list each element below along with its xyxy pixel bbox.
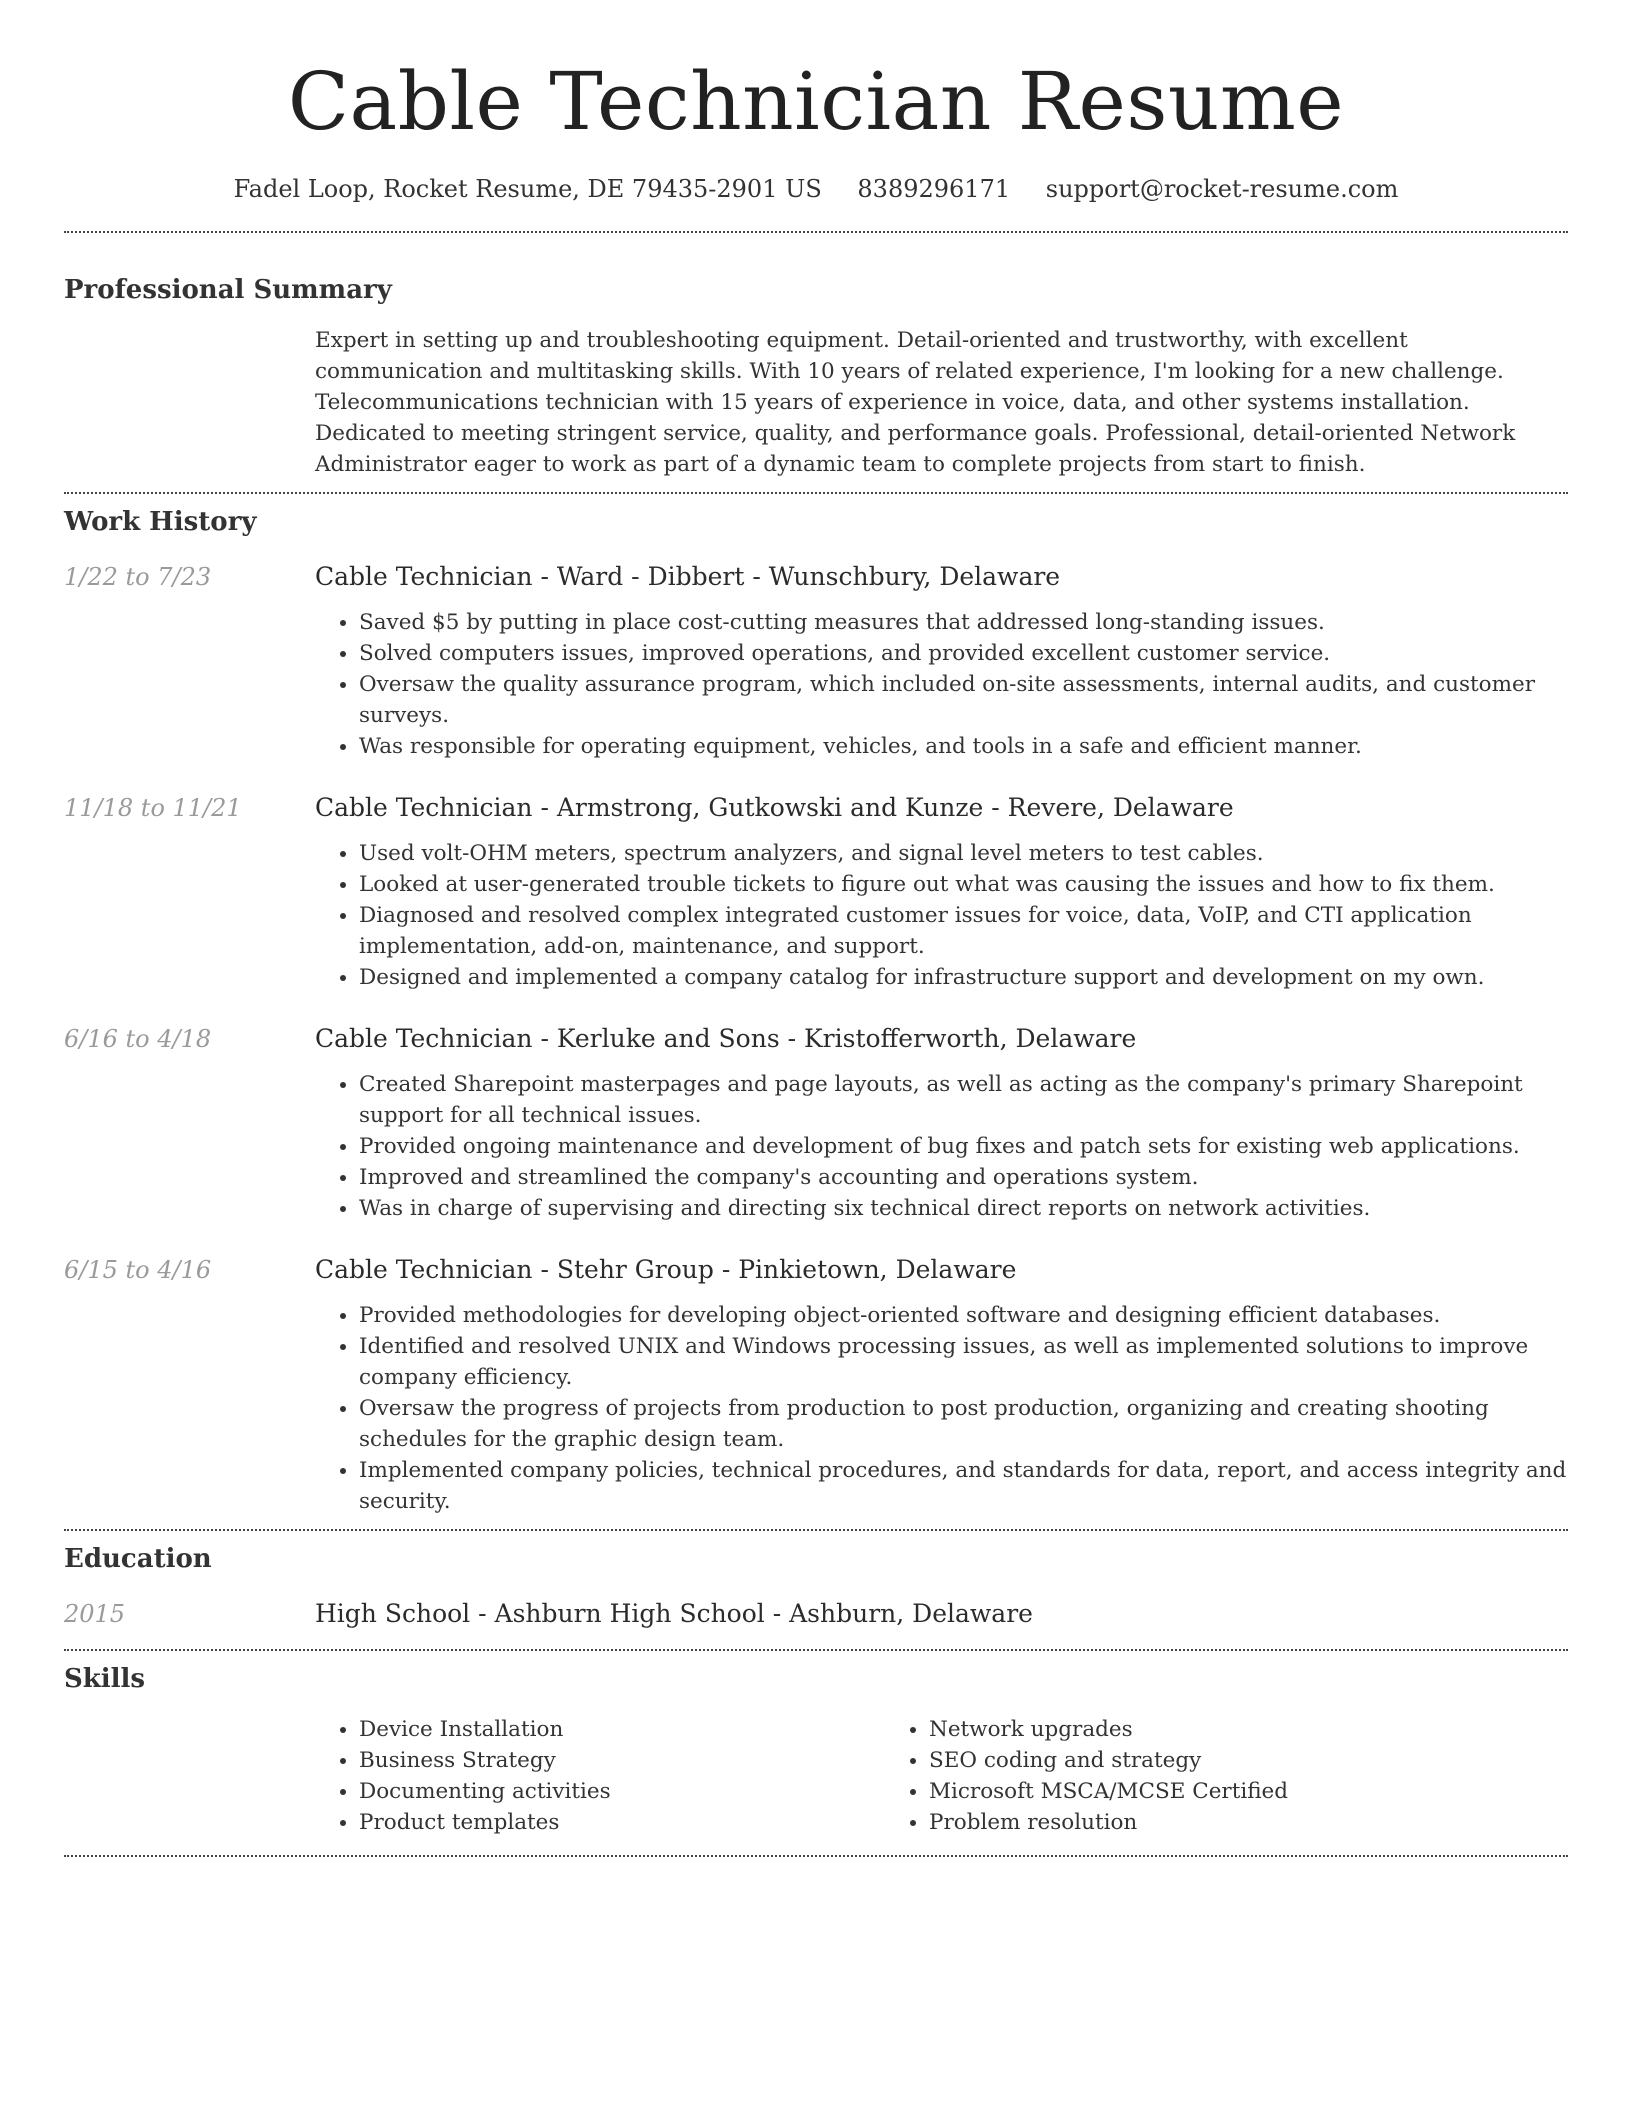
job-bullets — [315, 607, 1568, 762]
job-bullet: • Solved computers issues, improved operations, and provided excellent customer service. — [359, 638, 1568, 669]
divider — [64, 492, 1568, 494]
divider — [64, 231, 1568, 233]
job-bullet: • Oversaw the quality assurance program, which included on-site assessments, internal audits, and customer surveys. — [359, 669, 1568, 731]
skill-item: • Business Strategy — [359, 1745, 885, 1776]
work-history-heading: Work History — [64, 507, 257, 537]
job-bullet: • Used volt-OHM meters, spectrum analyzers, and signal level meters to test cables. — [359, 838, 1568, 869]
job-dates: 6/16 to 4/18 — [64, 1025, 212, 1053]
divider — [64, 1529, 1568, 1531]
job-bullets — [315, 1300, 1568, 1517]
job-dates: 11/18 to 11/21 — [64, 794, 242, 822]
skills-list-left — [315, 1714, 885, 1838]
job-bullet: • Improved and streamlined the company's accounting and operations system. — [359, 1162, 1568, 1193]
job-entry — [64, 792, 1568, 993]
job-dates: 1/22 to 7/23 — [64, 563, 212, 591]
job-bullet: • Oversaw the progress of projects from production to post production, organizing and creating shooting schedules for the graphic design team. — [359, 1393, 1568, 1455]
skills-grid — [315, 1714, 1568, 1838]
contact-email: support@rocket-resume.com — [1045, 175, 1399, 203]
job-title: Cable Technician - Stehr Group - Pinkietown, Delaware — [315, 1255, 1017, 1284]
skills-section — [64, 1662, 1568, 1838]
job-bullet: • Implemented company policies, technical procedures, and standards for data, report, and access integrity and security. — [359, 1455, 1568, 1517]
contact-address: Fadel Loop, Rocket Resume, DE 79435-2901 US — [233, 175, 822, 203]
job-dates: 6/15 to 4/16 — [64, 1256, 212, 1284]
resume-title: Cable Technician Resume — [287, 55, 1345, 148]
job-bullet: • Diagnosed and resolved complex integrated customer issues for voice, data, VoIP, and CTI application implementation, add-on, maintenance, and support. — [359, 900, 1568, 962]
job-bullets — [315, 838, 1568, 993]
summary-section — [64, 273, 1568, 480]
work-history-section — [64, 505, 1568, 1517]
skill-item: • Product templates — [359, 1807, 885, 1838]
skill-item: • SEO coding and strategy — [929, 1745, 1455, 1776]
job-bullet: • Provided methodologies for developing object-oriented software and designing efficient databases. — [359, 1300, 1568, 1331]
summary-spacer — [64, 325, 315, 480]
skills-heading: Skills — [64, 1664, 146, 1694]
skill-item: • Microsoft MSCA/MCSE Certified — [929, 1776, 1455, 1807]
summary-heading: Professional Summary — [64, 275, 392, 305]
job-title: Cable Technician - Ward - Dibbert - Wunschbury, Delaware — [315, 562, 1061, 591]
job-title: Cable Technician - Kerluke and Sons - Kristofferworth, Delaware — [315, 1024, 1137, 1053]
job-bullet: • Designed and implemented a company catalog for infrastructure support and development on my own. — [359, 962, 1568, 993]
job-bullets — [315, 1069, 1568, 1224]
job-entry — [64, 561, 1568, 762]
contact-phone: 8389296171 — [857, 175, 1011, 203]
job-bullet: • Provided ongoing maintenance and development of bug fixes and patch sets for existing web applications. — [359, 1131, 1568, 1162]
job-bullet: • Identified and resolved UNIX and Windows processing issues, as well as implemented solutions to improve company efficiency. — [359, 1331, 1568, 1393]
job-title: Cable Technician - Armstrong, Gutkowski and Kunze - Revere, Delaware — [315, 793, 1234, 822]
job-bullet: • Was responsible for operating equipment, vehicles, and tools in a safe and efficient manner. — [359, 731, 1568, 762]
education-year: 2015 — [64, 1600, 126, 1628]
job-entry — [64, 1254, 1568, 1517]
divider — [64, 1855, 1568, 1857]
summary-text: Expert in setting up and troubleshooting equipment. Detail-oriented and trustworthy, with excellent communication and multitasking skills. With 10 years of related experience, I'm looking for a new challenge. Telecommunications technician with 15 years of experience in voice, data, and other systems installation. Dedicated to meeting stringent service, quality, and performance goals. Professional, detail-oriented Network Administrator eager to work as part of a dynamic team to complete projects from start to finish. — [315, 328, 1516, 477]
job-entry — [64, 1023, 1568, 1224]
skill-item: • Documenting activities — [359, 1776, 885, 1807]
skills-list-right — [885, 1714, 1455, 1838]
skill-item: • Network upgrades — [929, 1714, 1455, 1745]
job-bullet: • Looked at user-generated trouble tickets to figure out what was causing the issues and how to fix them. — [359, 869, 1568, 900]
education-section — [64, 1542, 1568, 1630]
contact-line — [64, 172, 1568, 206]
education-heading: Education — [64, 1544, 212, 1574]
education-entry: High School - Ashburn High School - Ashburn, Delaware — [315, 1599, 1033, 1628]
job-bullet: • Saved $5 by putting in place cost-cutting measures that addressed long-standing issues. — [359, 607, 1568, 638]
skills-spacer — [64, 1714, 315, 1838]
job-bullet: • Created Sharepoint masterpages and page layouts, as well as acting as the company's primary Sharepoint support for all technical issues. — [359, 1069, 1568, 1131]
divider — [64, 1649, 1568, 1651]
skill-item: • Device Installation — [359, 1714, 885, 1745]
skill-item: • Problem resolution — [929, 1807, 1455, 1838]
job-bullet: • Was in charge of supervising and directing six technical direct reports on network activities. — [359, 1193, 1568, 1224]
